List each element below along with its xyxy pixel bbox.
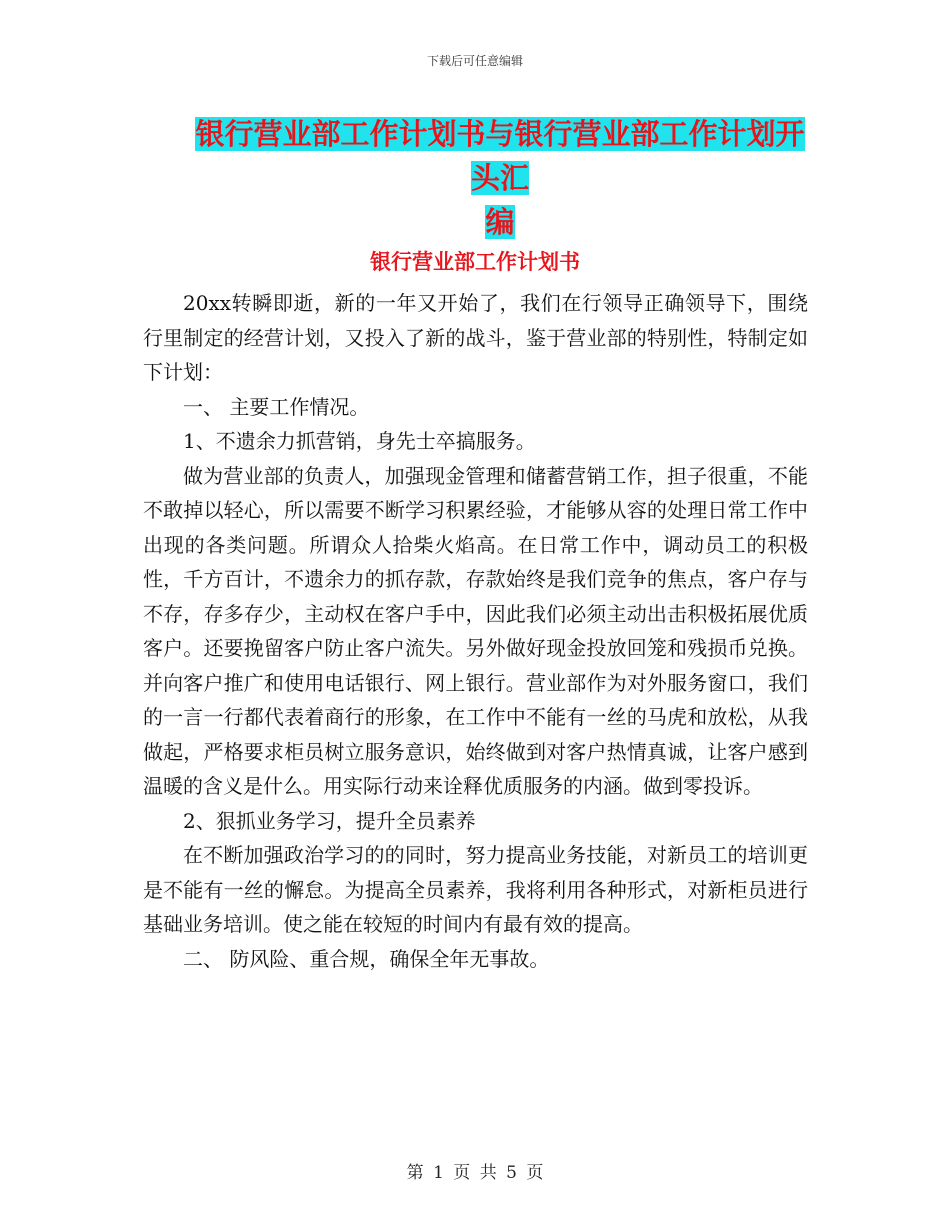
- intro-paragraph: 20xx转瞬即逝，新的一年又开始了，我们在行领导正确领导下，围绕行里制定的经营计划，又投入了新的战斗，鉴于营业部的特别性，特制定如下计划：: [143, 291, 808, 384]
- page-number: 第 1 页 共 5 页: [406, 1163, 544, 1183]
- heading-main-work: 一、 主要工作情况。: [183, 394, 370, 419]
- document-title-line-1: 银行营业部工作计划书与银行营业部工作计划开头汇: [195, 117, 805, 195]
- heading-risk: 二、 防风险、重合规，确保全年无事故。: [183, 946, 550, 971]
- marketing-paragraph: 做为营业部的负责人，加强现金管理和储蓄营销工作，担子很重，不能不敢掉以轻心，所以需要不断学习积累经验，才能够从容的处理日常工作中出现的各类问题。所谓众人拾柴火焰高。在日常工作中，调动员工的积极性，千方百计，不遗余力的抓存款，存款始终是我们竞争的焦点，客户存与不存，存多存少，主动权在客户手中，因此我们必须主动出击积极拓展优质客户。还要挽留客户防止客户流失。另外做好现金投放回笼和残损币兑换。并向客户推广和使用电话银行、网上银行。营业部作为对外服务窗口，我们的一言一行都代表着商行的形象，在工作中不能有一丝的马虎和放松，从我做起，严格要求柜员树立服务意识，始终做到对客户热情真诚，让客户感到温暖的含义是什么。用实际行动来诠释优质服务的内涵。做到零投诉。: [143, 463, 808, 798]
- section-title: 银行营业部工作计划书: [370, 249, 580, 274]
- header-note: 下载后可任意编辑: [426, 54, 523, 68]
- study-paragraph: 在不断加强政治学习的的同时，努力提高业务技能，对新员工的培训更是不能有一丝的懈怠。为提高全员素养，我将利用各种形式，对新柜员进行基础业务培训。使之能在较短的时间内有最有效的提高。: [143, 843, 808, 936]
- subheading-marketing: 1、不遗余力抓营销，身先士卒搞服务。: [183, 429, 536, 453]
- subheading-study: 2、狠抓业务学习，提升全员素养: [183, 808, 476, 833]
- document-body: [143, 286, 808, 976]
- document-title-line-2: 编: [485, 205, 515, 239]
- document-title: [190, 112, 810, 244]
